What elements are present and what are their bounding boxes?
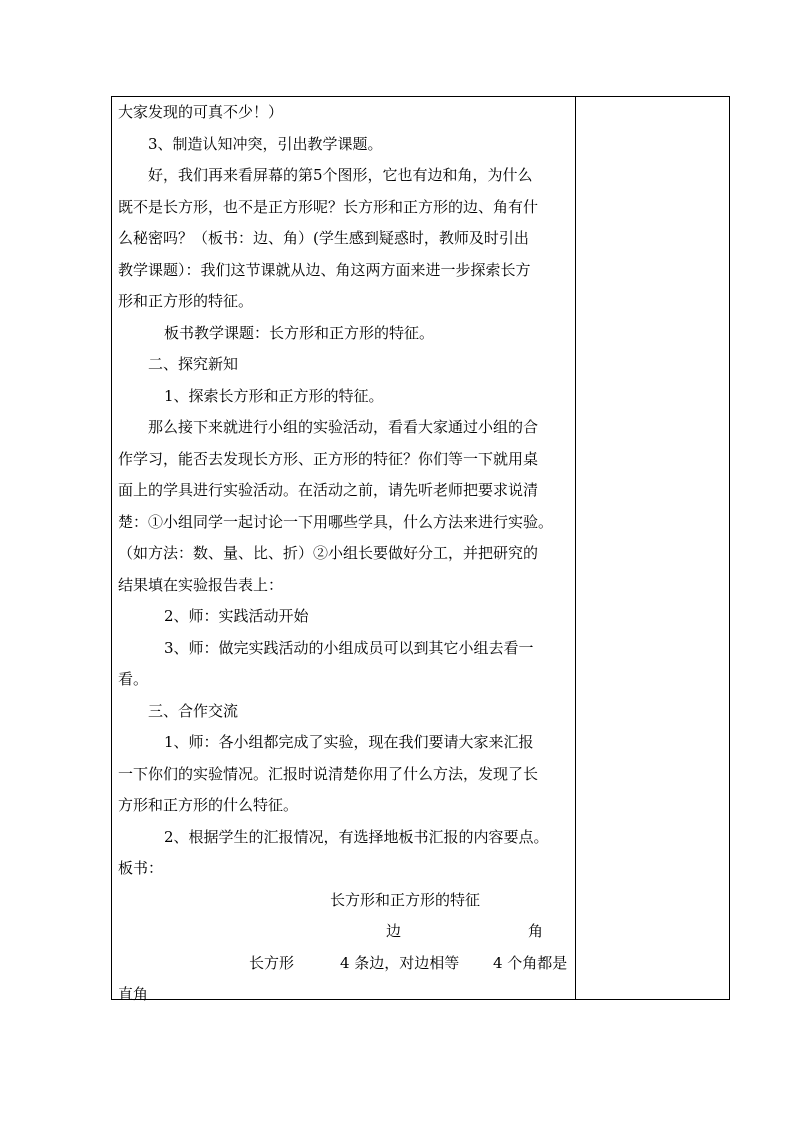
text-line: 2、师：实践活动开始 [164, 607, 309, 625]
text-line: 大家发现的可真不少！） [118, 103, 284, 121]
text-line: 作学习，能否去发现长方形、正方形的特征？你们等一下就用桌 [118, 449, 539, 468]
board-title: 长方形和正方形的特征 [330, 890, 481, 909]
text-line: 1、师：各小组都完成了实验，现在我们要请大家来汇报 [164, 733, 534, 751]
text-line: 看。 [118, 670, 149, 688]
board-header-row [118, 916, 570, 948]
board-col-edge: 边 [386, 922, 402, 940]
section-heading: 三、合作交流 [148, 701, 239, 720]
text-line: 楚：①小组同学一起讨论一下用哪些学具，什么方法来进行实验。 [118, 512, 554, 531]
board-row-angle: 4 个角都是 [493, 953, 568, 972]
text-line: 面上的学具进行实验活动。在活动之前，请先听老师把要求说清 [118, 481, 539, 499]
text-line: 板书教学课题：长方形和正方形的特征。 [164, 323, 435, 342]
board-summary [118, 885, 570, 1011]
text-line: 那么接下来就进行小组的实验活动，看看大家通过小组的合 [148, 418, 539, 436]
notes-cell [576, 97, 729, 999]
text-line: 1、探索长方形和正方形的特征。 [164, 386, 384, 405]
text-line: 2、根据学生的汇报情况，有选择地板书汇报的内容要点。 [164, 827, 549, 846]
text-line: 3、制造认知冲突，引出教学课题。 [148, 134, 383, 153]
board-row-edge: 4 条边，对边相等 [340, 953, 460, 972]
text-line: （如方法：数、量、比、折）②小组长要做好分工，并把研究的 [118, 544, 539, 562]
text-line: 3、师：做完实践活动的小组成员可以到其它小组去看一 [164, 638, 534, 657]
text-line: 教学课题）：我们这节课就从边、角这两方面来进一步探索长方 [118, 260, 531, 279]
text-line: 一下你们的实验情况。汇报时说清楚你用了什么方法，发现了长 [118, 764, 539, 783]
text-line: 结果填在实验报告表上： [118, 575, 284, 594]
text-line: 板书： [118, 859, 164, 877]
lesson-table [111, 96, 730, 1003]
section-heading: 二、探究新知 [148, 355, 239, 373]
text-line: 好，我们再来看屏幕的第5个图形，它也有边和角，为什么 [148, 166, 533, 184]
text-line: 形和正方形的特征。 [118, 292, 254, 310]
board-row-angle-continued: 直角 [118, 985, 149, 1003]
lesson-content-cell [118, 97, 570, 1011]
board-row-label: 长方形 [249, 953, 295, 972]
board-col-angle: 角 [528, 922, 544, 940]
board-data-row [118, 948, 570, 980]
text-line: 么秘密吗？（板书：边、角）(学生感到疑惑时，教师及时引出 [118, 229, 529, 247]
text-line: 既不是长方形，也不是正方形呢？长方形和正方形的边、角有什 [118, 197, 539, 216]
text-line: 方形和正方形的什么特征。 [118, 796, 299, 814]
